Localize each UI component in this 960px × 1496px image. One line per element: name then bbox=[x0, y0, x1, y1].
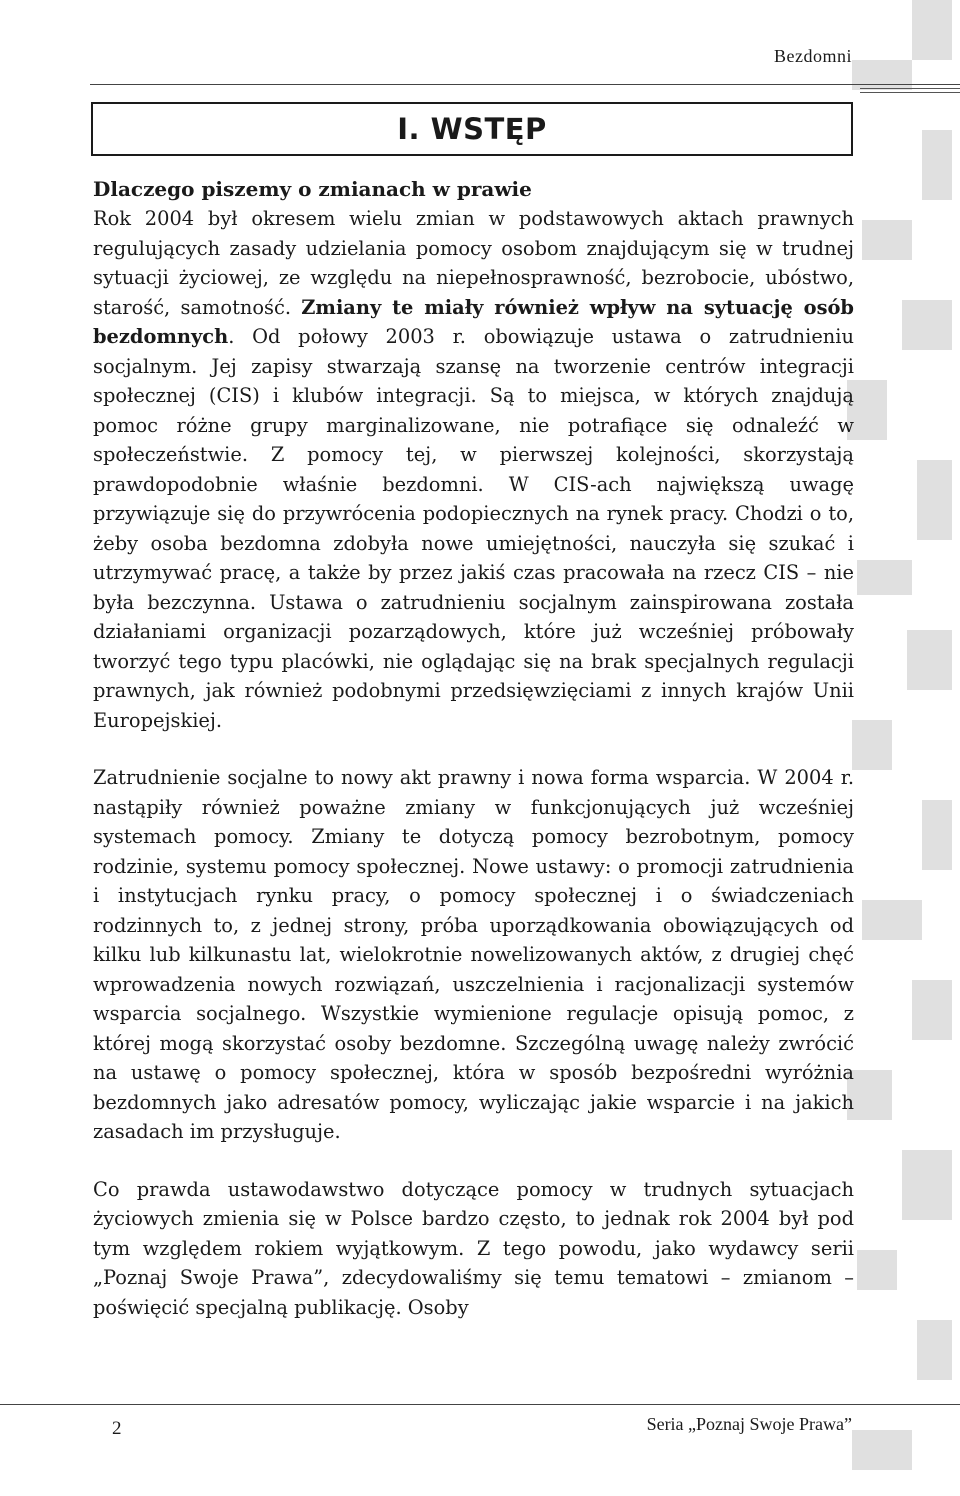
chapter-title: I. WSTĘP bbox=[397, 112, 547, 146]
footer-rule bbox=[0, 1404, 960, 1405]
margin-rule bbox=[860, 88, 960, 89]
chapter-title-box bbox=[91, 102, 853, 156]
background-pattern bbox=[842, 0, 960, 1496]
paragraph-2: Zatrudnienie socjalne to nowy akt prawny i nowa forma wsparcia. W 2004 r. nastąpiły również poważne zmiany w funkcjonujących już wcześniej systemach pomocy. Zmiany te dotyczą pomocy bezrobotnym, pomocy rodzinie, systemu pomocy społecznej. Nowe ustawy: o promocji zatrudnienia i instytucjach rynku pracy, o pomocy społecznej i o świadczeniach rodzinnych to, z jednej strony, próba uporządkowania obowiązujących od kilku lub kilkunastu lat, wielokrotnie nowelizowanych aktów, z drugiej chęć wprowadzenia nowych rozwiązań, uszczelnienia i racjonalizacji systemów wsparcia socjalnego. Wszystkie wymienione regulacje opisują pomoc, z której mogą skorzystać osoby bezdomne. Szczególną uwagę należy zwrócić na ustawę o pomocy społecznej, która w sposób bezpośredni wyróżnia bezdomnych jako adresatów pomocy, wyliczając jakie wsparcie i na jakich zasadach im przysługuje. bbox=[93, 766, 854, 1143]
body-text bbox=[93, 174, 854, 1350]
paragraph-1-text-a: Rok 2004 był okresem wielu zmian w podstawowych aktach prawnych regulujących zasady udzielania pomocy osobom znajdującym się w trudnej sytuacji życiowej, ze względu na niepełnosprawność, bezrobocie, ubóstwo, starość, samotność. bbox=[93, 207, 854, 319]
paragraph-1-emphasis: Zmiany te miały również wpływ na sytuację osób bezdomnych bbox=[93, 295, 854, 348]
section-heading: Dlaczego piszemy o zmianach w prawie bbox=[93, 177, 532, 201]
running-head: Bezdomni bbox=[774, 46, 852, 66]
paragraph-1-text-b: . Od połowy 2003 r. obowiązuje ustawa o zatrudnieniu socjalnym. Jej zapisy stwarzają szansę na tworzenie centrów integracji społecznej (CIS) i klubów integracji. Są to miejsca, w których znajdują pomoc różne grupy marginalizowane, nie potrafiące się odnaleźć w społeczeństwie. Z pomocy tej, w pierwszej kolejności, skorzystają prawdopodobnie właśnie bezdomni. W CIS-ach największą uwagę przywiązuje się do przywrócenia podopiecznych na rynek pracy. Chodzi o to, żeby osoba bezdomna zdobyła nowe umiejętności, nauczyła się szukać i utrzymywać pracę, a także by przez jakiś czas pracowała na rzecz CIS – nie była bezczynna. Ustawa o zatrudnieniu socjalnym zainspirowana została działaniami organizacji pozarządowych, które już wcześniej próbowały tworzyć tego typu placówki, nie oglądając się na brak specjalnych regulacji prawnych, jak również podobnymi przedsięwzięciami z innych krajów Unii Europejskiej. bbox=[93, 325, 854, 732]
margin-rule bbox=[860, 92, 960, 93]
page-number: 2 bbox=[112, 1418, 122, 1439]
paragraph-1 bbox=[93, 204, 854, 735]
series-title: Seria „Poznaj Swoje Prawa” bbox=[646, 1414, 852, 1434]
paragraph-3: Co prawda ustawodawstwo dotyczące pomocy w trudnych sytuacjach życiowych zmienia się w Polsce bardzo często, to jednak rok 2004 był pod tym względem rokiem wyjątkowym. Z tego powodu, jako wydawcy serii „Poznaj Swoje Prawa”, zdecydowaliśmy się temu tematowi – zmianom – poświęcić specjalną publikację. Osoby bbox=[93, 1177, 854, 1319]
header-rule bbox=[90, 84, 960, 85]
